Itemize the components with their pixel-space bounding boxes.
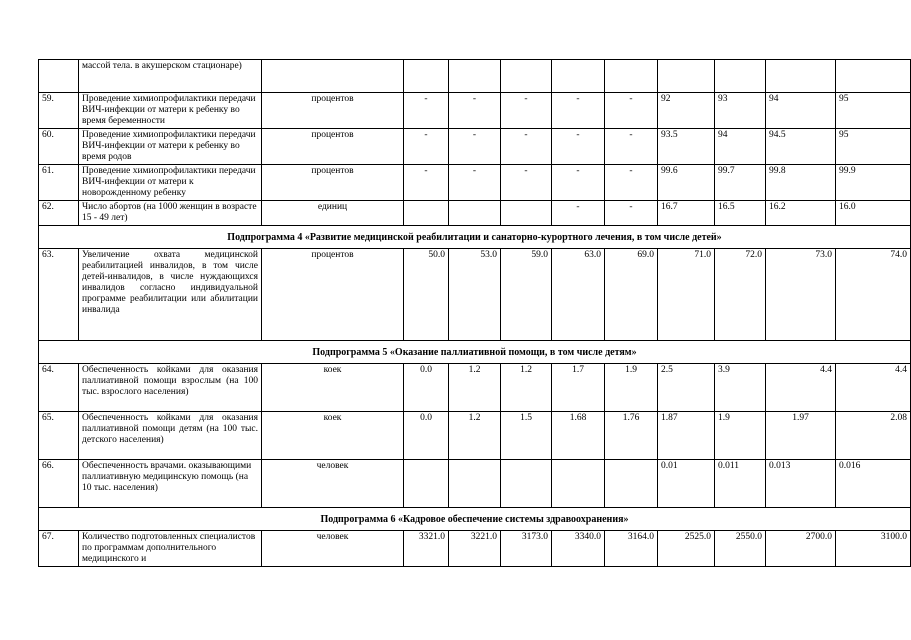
indicator-name: Обеспеченность врачами. оказывающими паллиативную медицинскую помощь (на 10 тыс. населения) (79, 460, 262, 508)
table-row (39, 460, 911, 508)
value-cell: 1.87 (658, 412, 715, 460)
row-number: 63. (39, 249, 79, 341)
value-cell: 95 (836, 93, 911, 129)
value-cell: - (501, 165, 552, 201)
unit-cell: коек (262, 412, 404, 460)
value-cell (605, 60, 658, 93)
value-cell (552, 60, 605, 93)
indicator-name: Обеспеченность койками для оказания паллиативной помощи детям (на 100 тыс. детского населения) (79, 412, 262, 460)
table-body (39, 60, 911, 567)
value-cell (449, 460, 501, 508)
value-cell: 59.0 (501, 249, 552, 341)
value-cell: - (552, 201, 605, 226)
row-number: 61. (39, 165, 79, 201)
value-cell (501, 60, 552, 93)
value-cell: 1.68 (552, 412, 605, 460)
value-cell: 93.5 (658, 129, 715, 165)
value-cell: 99.6 (658, 165, 715, 201)
value-cell: 63.0 (552, 249, 605, 341)
table-row (39, 201, 911, 226)
row-number: 66. (39, 460, 79, 508)
value-cell: 3321.0 (404, 531, 449, 567)
value-cell: 2.08 (836, 412, 911, 460)
value-cell: - (449, 129, 501, 165)
indicator-name: Увеличение охвата медицинской реабилитацией инвалидов, в том числе детей-инвалидов, в числе нуждающихся инвалидов согласно индивидуальной программе реабилитации или абилитации инвалида (79, 249, 262, 341)
value-cell (658, 60, 715, 93)
value-cell: 1.9 (605, 364, 658, 412)
row-number: 64. (39, 364, 79, 412)
value-cell: 1.2 (449, 412, 501, 460)
table-row (39, 60, 911, 93)
value-cell: 3164.0 (605, 531, 658, 567)
unit-cell: процентов (262, 93, 404, 129)
indicator-name: Проведение химиопрофилактики передачи ВИЧ-инфекции от матери к ребенку во время родов (79, 129, 262, 165)
value-cell: - (449, 93, 501, 129)
table-row (39, 249, 911, 341)
table-row (39, 531, 911, 567)
subprogram-row (39, 508, 911, 531)
value-cell: - (552, 93, 605, 129)
table-row (39, 412, 911, 460)
value-cell: 0.016 (836, 460, 911, 508)
indicator-name: Обеспеченность койками для оказания паллиативной помощи взрослым (на 100 тыс. взрослого населения) (79, 364, 262, 412)
value-cell: 4.4 (836, 364, 911, 412)
row-number: 65. (39, 412, 79, 460)
unit-cell (262, 60, 404, 93)
value-cell: 95 (836, 129, 911, 165)
value-cell: - (552, 129, 605, 165)
value-cell: 2.5 (658, 364, 715, 412)
value-cell: 2525.0 (658, 531, 715, 567)
value-cell (766, 60, 836, 93)
value-cell: 1.9 (715, 412, 766, 460)
value-cell: 2700.0 (766, 531, 836, 567)
value-cell: 3100.0 (836, 531, 911, 567)
value-cell: - (449, 165, 501, 201)
value-cell (715, 60, 766, 93)
unit-cell: процентов (262, 249, 404, 341)
value-cell: 74.0 (836, 249, 911, 341)
subprogram-heading: Подпрограмма 4 «Развитие медицинской реабилитации и санаторно-курортного лечения, в том числе детей» (39, 226, 911, 249)
row-number: 62. (39, 201, 79, 226)
indicator-name: массой тела. в акушерском стационаре) (79, 60, 262, 93)
value-cell: 94.5 (766, 129, 836, 165)
value-cell: 1.2 (501, 364, 552, 412)
value-cell: - (404, 165, 449, 201)
table-row (39, 364, 911, 412)
value-cell: 16.2 (766, 201, 836, 226)
value-cell: 1.97 (766, 412, 836, 460)
value-cell: 1.7 (552, 364, 605, 412)
subprogram-row (39, 341, 911, 364)
value-cell: 1.2 (449, 364, 501, 412)
value-cell: 99.8 (766, 165, 836, 201)
value-cell: 69.0 (605, 249, 658, 341)
value-cell: 3173.0 (501, 531, 552, 567)
table-row (39, 165, 911, 201)
indicator-name: Проведение химиопрофилактики передачи ВИЧ-инфекции от матери к новорожденному ребенку (79, 165, 262, 201)
value-cell (552, 460, 605, 508)
indicator-name: Проведение химиопрофилактики передачи ВИЧ-инфекции от матери к ребенку во время беременности (79, 93, 262, 129)
value-cell: 93 (715, 93, 766, 129)
value-cell (836, 60, 911, 93)
value-cell: - (501, 93, 552, 129)
value-cell (449, 201, 501, 226)
value-cell: - (605, 129, 658, 165)
indicator-name: Количество подготовленных специалистов по программам дополнительного медицинского и (79, 531, 262, 567)
value-cell: 3221.0 (449, 531, 501, 567)
unit-cell: процентов (262, 129, 404, 165)
value-cell: 2550.0 (715, 531, 766, 567)
value-cell: - (501, 129, 552, 165)
subprogram-heading: Подпрограмма 5 «Оказание паллиативной помощи, в том числе детям» (39, 341, 911, 364)
value-cell: 3.9 (715, 364, 766, 412)
value-cell: 0.01 (658, 460, 715, 508)
value-cell: 50.0 (404, 249, 449, 341)
value-cell: 1.76 (605, 412, 658, 460)
unit-cell: человек (262, 460, 404, 508)
value-cell: - (552, 165, 605, 201)
row-number: 67. (39, 531, 79, 567)
value-cell: 71.0 (658, 249, 715, 341)
value-cell: 0.0 (404, 412, 449, 460)
value-cell: - (404, 93, 449, 129)
value-cell: 72.0 (715, 249, 766, 341)
table-row (39, 129, 911, 165)
indicator-name: Число абортов (на 1000 женщин в возрасте 15 - 49 лет) (79, 201, 262, 226)
value-cell: 4.4 (766, 364, 836, 412)
unit-cell: процентов (262, 165, 404, 201)
value-cell: 92 (658, 93, 715, 129)
value-cell: 1.5 (501, 412, 552, 460)
value-cell: 0.013 (766, 460, 836, 508)
indicators-table (38, 59, 911, 567)
value-cell: 0.011 (715, 460, 766, 508)
value-cell: 94 (715, 129, 766, 165)
value-cell (501, 460, 552, 508)
unit-cell: человек (262, 531, 404, 567)
value-cell (605, 460, 658, 508)
row-number: 60. (39, 129, 79, 165)
subprogram-heading: Подпрограмма 6 «Кадровое обеспечение системы здравоохранения» (39, 508, 911, 531)
value-cell: - (404, 129, 449, 165)
subprogram-row (39, 226, 911, 249)
value-cell (404, 60, 449, 93)
row-number: 59. (39, 93, 79, 129)
value-cell: 16.7 (658, 201, 715, 226)
value-cell: 53.0 (449, 249, 501, 341)
value-cell: - (605, 201, 658, 226)
value-cell: 94 (766, 93, 836, 129)
value-cell: - (605, 165, 658, 201)
table-row (39, 93, 911, 129)
value-cell: 73.0 (766, 249, 836, 341)
value-cell: 3340.0 (552, 531, 605, 567)
value-cell (404, 201, 449, 226)
unit-cell: единиц (262, 201, 404, 226)
value-cell: 99.9 (836, 165, 911, 201)
value-cell (501, 201, 552, 226)
value-cell (449, 60, 501, 93)
row-number (39, 60, 79, 93)
value-cell: 16.0 (836, 201, 911, 226)
value-cell (404, 460, 449, 508)
value-cell: - (605, 93, 658, 129)
value-cell: 16.5 (715, 201, 766, 226)
unit-cell: коек (262, 364, 404, 412)
value-cell: 99.7 (715, 165, 766, 201)
value-cell: 0.0 (404, 364, 449, 412)
